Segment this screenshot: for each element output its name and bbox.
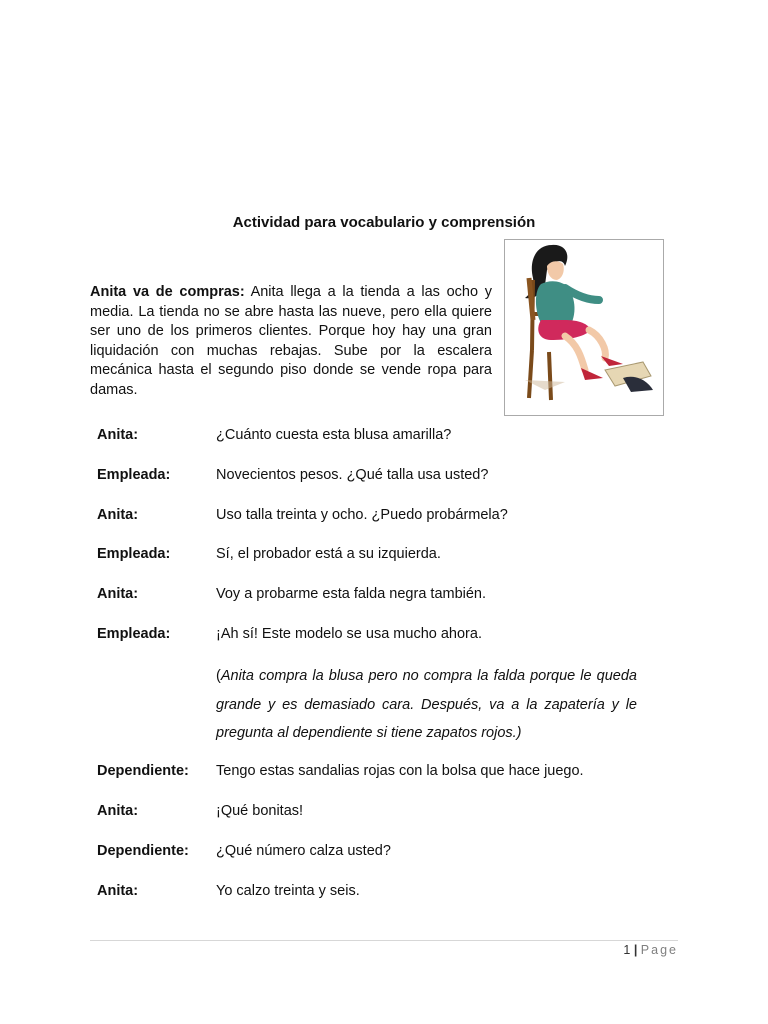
page-label: Page <box>640 943 678 957</box>
narration-open-paren: ( <box>216 668 221 684</box>
speaker-label: Anita: <box>97 883 139 899</box>
dialogue-row <box>0 425 768 445</box>
dialogue-row <box>0 761 768 781</box>
dialogue-line: ¡Ah sí! Este modelo se usa mucho ahora. <box>216 626 482 642</box>
dialogue-row <box>0 505 768 525</box>
dialogue-line: ¿Cuánto cuesta esta blusa amarilla? <box>216 427 452 443</box>
dialogue-row <box>0 465 768 485</box>
dialogue-line: Yo calzo treinta y seis. <box>216 883 360 899</box>
intro-text: Anita llega a la tienda a las ocho y media. La tienda no se abre hasta las nueve, pero ella quiere ser uno de los primeros clientes. Porque hoy hay una gran liquidación con muchas rebajas. Sube por la escalera mecánica hasta el segundo piso donde se vende ropa para damas. <box>90 284 492 398</box>
woman-trying-shoes-illustration <box>504 239 664 416</box>
speaker-label: Empleada: <box>97 467 171 483</box>
speaker-label: Empleada: <box>97 626 171 642</box>
dialogue-line: Voy a probarme esta falda negra también. <box>216 586 487 602</box>
illustration-drawing <box>505 240 663 415</box>
page-number: 1 <box>623 943 631 957</box>
dialogue-line: ¿Qué número calza usted? <box>216 843 391 859</box>
dialogue-line: Tengo estas sandalias rojas con la bolsa que hace juego. <box>216 763 584 779</box>
speaker-label: Dependiente: <box>97 763 189 779</box>
stage-direction <box>216 662 637 748</box>
page-title: Actividad para vocabulario y comprensión <box>232 214 536 231</box>
dialogue-row <box>0 841 768 861</box>
speaker-label: Anita: <box>97 803 139 819</box>
narration-text: Anita compra la blusa pero no compra la falda porque le queda grande y es demasiado cara. Después, va a la zapatería y le pregunta al dependiente si tiene zapatos rojos.) <box>216 668 637 741</box>
speaker-label: Anita: <box>97 586 139 602</box>
speaker-label: Empleada: <box>97 546 171 562</box>
dialogue-line: Sí, el probador está a su izquierda. <box>216 546 441 562</box>
speaker-label: Dependiente: <box>97 843 189 859</box>
intro-paragraph <box>90 283 492 401</box>
dialogue-row <box>0 544 768 564</box>
footer-separator: | <box>630 943 641 957</box>
dialogue-row <box>0 881 768 901</box>
page-footer <box>90 943 678 957</box>
dialogue-row <box>0 624 768 644</box>
dialogue-line: Uso talla treinta y ocho. ¿Puedo probármela? <box>216 507 508 523</box>
dialogue-line: Novecientos pesos. ¿Qué talla usa usted? <box>216 467 489 483</box>
dialogue-row <box>0 584 768 604</box>
speaker-label: Anita: <box>97 427 139 443</box>
footer-divider <box>90 940 678 941</box>
dialogue-row <box>0 801 768 821</box>
speaker-label: Anita: <box>97 507 139 523</box>
dialogue-line: ¡Qué bonitas! <box>216 803 304 819</box>
intro-heading: Anita va de compras: <box>90 284 245 300</box>
